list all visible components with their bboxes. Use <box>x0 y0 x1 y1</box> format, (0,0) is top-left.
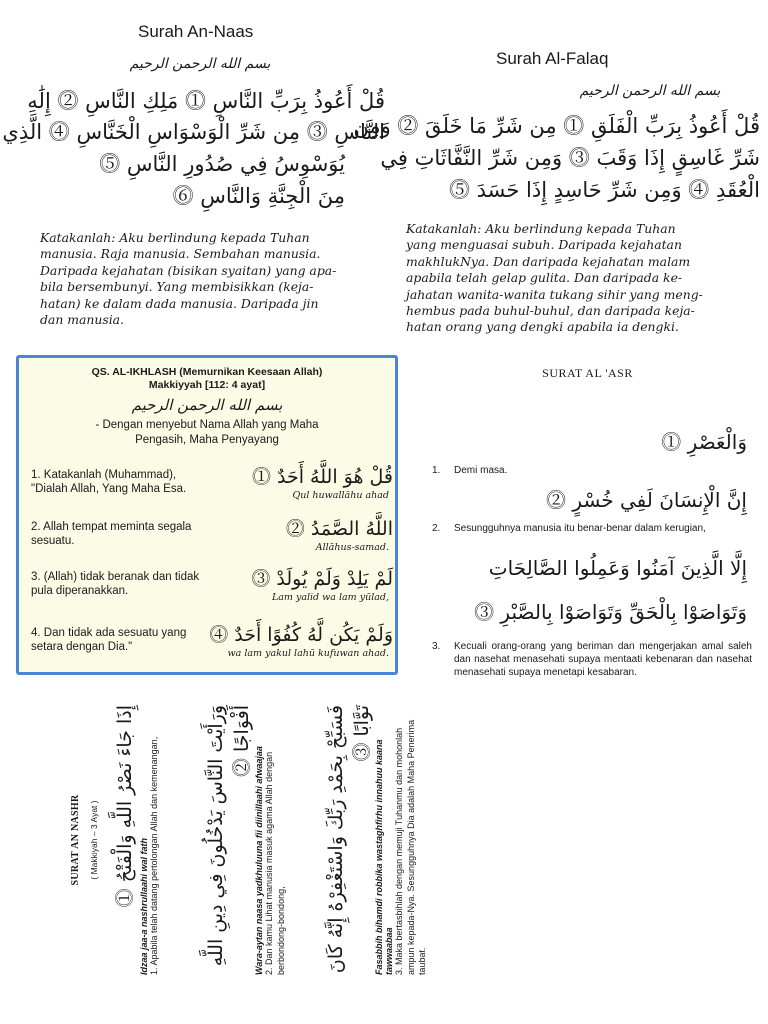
naas-title: Surah An-Naas <box>138 22 254 41</box>
nashr-verse-3 <box>325 705 429 975</box>
nashr-latin: Fasabbih bihamdi robbika wastaghfirhu innahuu kaana tawwaabaa <box>374 739 394 975</box>
falaq-arabic-line: قُلْ أَعُوذُ بِرَبِّ الْفَلَقِ ⓵ مِن شَرِّ مَا خَلَقَ ⓶ وَمِن <box>353 114 760 138</box>
falaq-title: Surah Al-Falaq <box>496 49 609 68</box>
translation-line: makhlukNya. Dan daripada kejahatan malam <box>406 253 691 269</box>
translation-line: yang menguasai subuh. Daripada kejahatan <box>406 237 682 253</box>
translation-line: Katakanlah: Aku berlindung kepada Tuhan <box>40 230 310 245</box>
translation-line: bila bersembunyi. Yang membisikkan (keja- <box>40 279 314 295</box>
ikhlas-subheader: Makkiyyah [112: 4 ayat] <box>148 379 266 391</box>
verse-latin: Lam yalid wa lam yūlad, <box>271 592 389 603</box>
nashr-translation: 2. Dan kamu Lihat manusia masuk agama Allah dengan berbondong-bondong, <box>264 751 286 975</box>
asr-translation <box>432 464 752 477</box>
nashr-latin: Wara-aytan naasa yadkhuluuna fii diinillaahi afwaajaa <box>254 746 264 975</box>
nashr-translation: 3. Maka bertasbihlah dengan memuji Tuhanmu dan mohonlah ampun kepada-Nya. Sesungguhnya Dia adalah Maha Penerima taubat. <box>394 719 427 975</box>
translation-line: manusia. Raja manusia. Sembahan manusia. <box>40 246 321 262</box>
nashr-translation: 1. Apabila telah datang pertolongan Allah dan kemenangan, <box>149 736 159 975</box>
falaq-translation <box>406 221 758 336</box>
verse-number: 3. <box>432 641 441 652</box>
verse-arabic: قُلْ هُوَ اللَّهُ أَحَدٌ ⓵ <box>251 466 393 488</box>
verse-translation: Allah tempat meminta segala sesuatu. <box>31 521 192 547</box>
verse-number: 3. <box>31 571 41 583</box>
nashr-verse-2 <box>205 705 287 975</box>
falaq-arabic-line: الْعُقَدِ ⓸ وَمِن شَرِّ حَاسِدٍ إِذَا حَسَدَ ⓹ <box>448 178 760 202</box>
verse-number: 1. <box>432 465 441 476</box>
verse-text <box>31 520 211 548</box>
verse-translation: (Allah) tidak beranak dan tidak pula diperanakkan. <box>31 571 200 597</box>
translation-line: apabila telah gelap gulita. Dan daripada ke- <box>406 270 683 286</box>
nashr-title: SURAT AN NASHR <box>70 794 81 886</box>
asr-arabic-line: إِنَّ الْإِنسَانَ لَفِي خُسْرٍ ⓶ <box>546 488 747 512</box>
falaq-basmala: بسم الله الرحمن الرحيم <box>579 83 721 99</box>
verse-text <box>31 570 211 598</box>
nashr-arabic-line: إِذَا جَاءَ نَصْرُ اللَّهِ وَالْفَتْحُ ⓵ <box>114 705 136 908</box>
ikhlas-basmala: بسم الله الرحمن الرحيم <box>131 396 283 414</box>
asr-title: SURAT AL 'ASR <box>542 366 633 380</box>
verse-latin: Qul huwallāhu ahad <box>292 490 389 501</box>
naas-arabic-line: النَّاسِ ⓷ مِن شَرِّ الْوَسْوَاسِ الْخَنَّاسِ ⓸ الَّذِي <box>2 120 385 144</box>
naas-arabic-line: مِنَ الْجِنَّةِ وَالنَّاسِ ⓺ <box>172 184 345 208</box>
verse-arabic: اللَّهُ الصَّمَدُ ⓶ <box>285 518 393 540</box>
asr-arabic-line: إِلَّا الَّذِينَ آمَنُوا وَعَمِلُوا الصَّالِحَاتِ <box>488 556 747 580</box>
asr-arabic-line: وَالْعَصْرِ ⓵ <box>661 430 747 454</box>
verse-number: 1. <box>31 469 41 481</box>
verse-latin: Allāhus-samad. <box>315 542 389 553</box>
translation-line: hatan) ke dalam dada manusia. Daripada jin <box>40 295 319 311</box>
nashr-verse-1 <box>110 705 161 975</box>
verse-translation: Demi masa. <box>454 465 508 476</box>
translation-line: hembus pada buhul-buhul, dan daripada keja- <box>406 303 695 319</box>
nashr-arabic-line: أَفْوَاجًا ⓶ <box>231 705 253 778</box>
verse-number: 2. <box>432 523 441 534</box>
asr-section <box>420 360 755 700</box>
asr-translation <box>432 640 752 679</box>
verse-number: 4. <box>31 627 41 639</box>
naas-translation <box>40 230 380 328</box>
translation-line: Katakanlah: Aku berlindung kepada Tuhan <box>406 221 676 236</box>
naas-arabic-line: قُلْ أَعُوذُ بِرَبِّ النَّاسِ ⓵ مَلِكِ النَّاسِ ⓶ إِلَٰهِ <box>27 89 385 113</box>
verse-text <box>31 468 211 496</box>
verse-translation: Sesungguhnya manusia itu benar-benar dalam kerugian, <box>454 523 706 534</box>
verse-arabic: لَمْ يَلِدْ وَلَمْ يُولَدْ ⓷ <box>251 568 393 590</box>
verse-translation: Kecuali orang-orang yang beriman dan mengerjakan amal saleh dan nasehat menasehati supaya mentaati kebenaran dan nasehat menasehati supaya menetapi kesabaran. <box>454 641 752 678</box>
nashr-subtitle: ( Makkiyah – 3 Ayat ) <box>89 800 99 880</box>
verse-arabic: وَلَمْ يَكُن لَّهُ كُفُوًا أَحَدٌ ⓸ <box>209 624 393 646</box>
verse-translation: Dan tidak ada sesuatu yang setara dengan Dia." <box>31 627 187 653</box>
falaq-arabic-line: شَرِّ غَاسِقٍ إِذَا وَقَبَ ⓷ وَمِن شَرِّ النَّفَّاثَاتِ فِي <box>380 146 760 170</box>
naas-section <box>2 18 385 338</box>
nashr-arabic-line: تَوَّابًا ⓷ <box>351 705 373 762</box>
nashr-latin: Idzaa jaa-a nashrullaahi wal fath <box>139 837 149 975</box>
translation-line: hatan orang yang dengki apabila ia dengki. <box>406 319 679 335</box>
translation-line: jahatan wanita-wanita tukang sihir yang meng- <box>406 286 703 302</box>
asr-arabic-line: وَتَوَاصَوْا بِالْحَقِّ وَتَوَاصَوْا بِالصَّبْرِ ⓷ <box>474 600 747 624</box>
ikhlas-intro: - Dengan menyebut Nama Allah yang Maha <box>95 419 319 431</box>
ikhlas-section <box>16 355 398 675</box>
translation-line: dan manusia. <box>40 312 124 328</box>
nashr-arabic-line: وَرَأَيْتَ النَّاسَ يَدْخُلُونَ فِي دِينِ اللَّهِ <box>205 705 227 967</box>
nashr-section <box>70 705 470 975</box>
verse-translation: Katakanlah (Muhammad), "Dialah Allah, Yang Maha Esa. <box>31 469 187 495</box>
nashr-title-column <box>70 705 100 975</box>
nashr-arabic-line: فَسَبِّحْ بِحَمْدِ رَبِّكَ وَاسْتَغْفِرْهُ إِنَّهُ كَانَ <box>325 705 347 974</box>
asr-translation <box>432 522 752 535</box>
naas-basmala: بسم الله الرحمن الرحيم <box>129 56 271 72</box>
verse-number: 2. <box>31 521 41 533</box>
ikhlas-header: QS. AL-IKHLASH (Memurnikan Keesaan Allah) <box>91 366 323 378</box>
falaq-section <box>353 45 760 350</box>
ikhlas-intro: Pengasih, Maha Penyayang <box>135 434 279 446</box>
naas-arabic-line: يُوَسْوِسُ فِي صُدُورِ النَّاسِ ⓹ <box>99 152 345 176</box>
verse-latin: wa lam yakul lahū kufuwan ahad. <box>227 648 389 659</box>
translation-line: Daripada kejahatan (bisikan syaitan) yang apa- <box>40 262 337 278</box>
verse-text <box>31 626 211 654</box>
